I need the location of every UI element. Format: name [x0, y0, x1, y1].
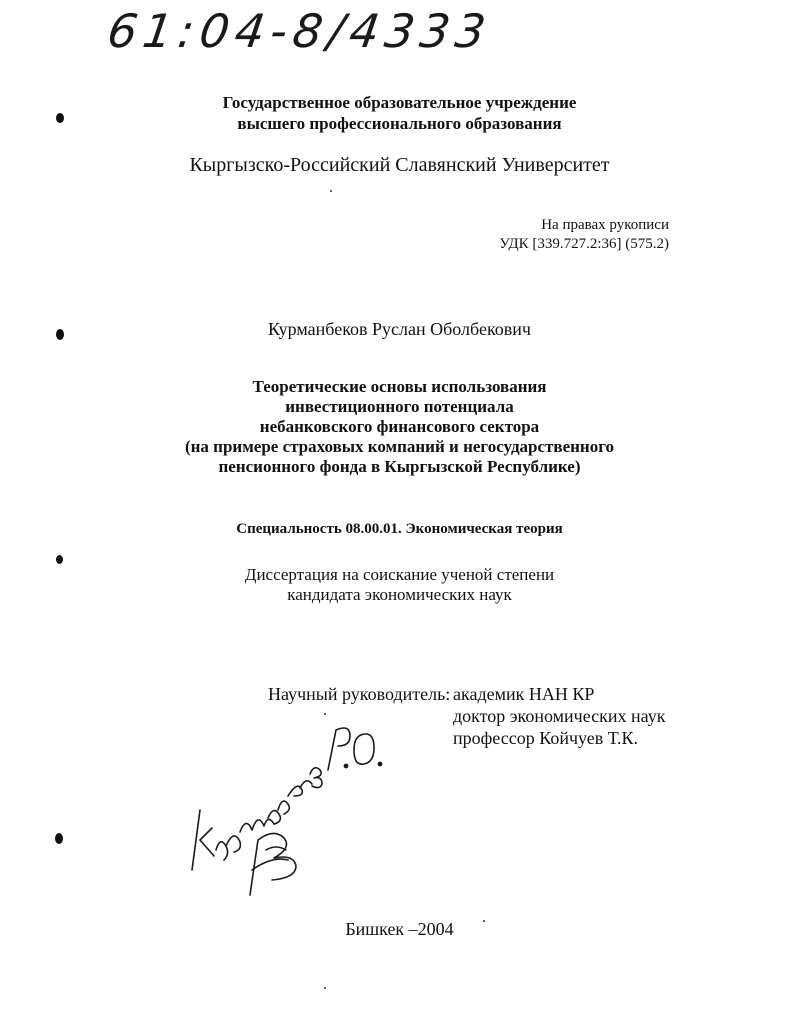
- supervisor-label: Научный руководитель:: [268, 684, 451, 704]
- scan-mark: [55, 833, 63, 844]
- degree-line-1: Диссертация на соискание ученой степени: [244, 565, 555, 584]
- institution-line-1: Государственное образовательное учреждение: [222, 93, 577, 112]
- dissertation-title: [0, 377, 799, 477]
- degree-line-2: кандидата экономических наук: [287, 585, 512, 604]
- specialty: Специальность 08.00.01. Экономическая теория: [236, 521, 563, 537]
- rights-label: На правах рукописи: [541, 217, 669, 233]
- author-name: Курманбеков Руслан Оболбекович: [268, 319, 531, 339]
- university-name: Кыргызско-Российский Славянский Университет: [189, 154, 610, 176]
- supervisor-line: профессор Койчуев Т.К.: [453, 728, 638, 748]
- scan-speck: [324, 987, 326, 989]
- supervisor-line: академик НАН КР: [453, 684, 595, 704]
- title-line: Теоретические основы использования: [252, 377, 547, 396]
- supervisor-line: доктор экономических наук: [453, 706, 666, 726]
- institution-header: [0, 92, 799, 134]
- title-line: инвестиционного потенциала: [285, 397, 514, 416]
- rights-block: [499, 216, 669, 254]
- degree-statement: [0, 565, 799, 605]
- supervisor-details: [453, 683, 665, 749]
- udc-code: УДК [339.727.2:36] (575.2): [499, 236, 669, 252]
- title-line: (на примере страховых компаний и негосударственного: [184, 437, 615, 456]
- city-year: Бишкек –2004: [345, 919, 454, 939]
- handwritten-signature: [170, 700, 390, 900]
- scan-mark: [56, 555, 63, 564]
- scan-mark: [56, 113, 64, 123]
- institution-line-2: высшего профессионального образования: [237, 114, 562, 133]
- scan-speck: [324, 713, 326, 715]
- title-line: небанковского финансового сектора: [259, 417, 540, 436]
- scan-mark: [56, 329, 64, 340]
- shelfmark-handwritten: 61:04-8/4333: [104, 4, 495, 58]
- title-line: пенсионного фонда в Кыргызской Республике): [218, 457, 581, 476]
- scan-speck: [483, 920, 485, 922]
- scan-speck: [330, 190, 332, 192]
